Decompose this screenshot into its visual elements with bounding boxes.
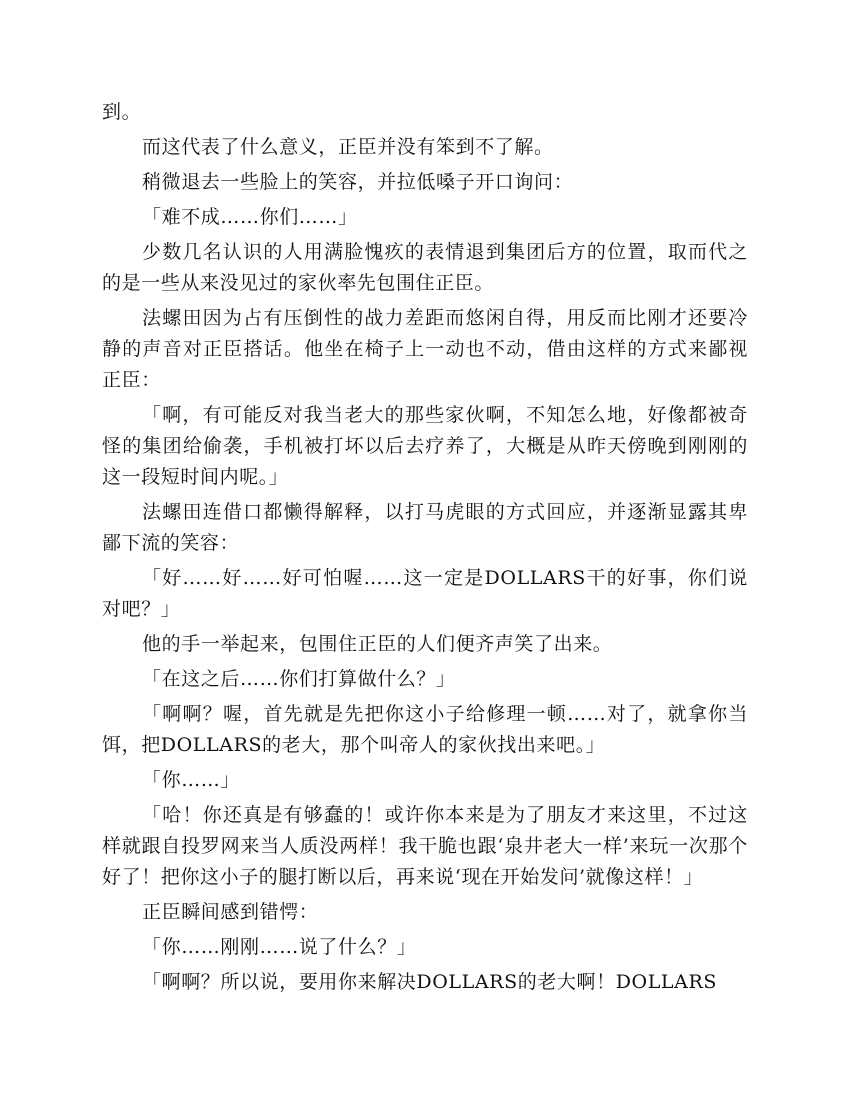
paragraph: 法螺田因为占有压倒性的战力差距而悠闲自得，用反而比刚才还要冷静的声音对正臣搭话。他坐在椅子上一动也不动，借由这样的方式来鄙视正臣： [102, 307, 748, 391]
paragraph: 正臣瞬间感到错愕： [142, 901, 319, 923]
paragraph: 他的手一举起来，包围住正臣的人们便齐声笑了出来。 [142, 633, 613, 655]
paragraph: 而这代表了什么意义，正臣并没有笨到不了解。 [142, 136, 554, 158]
paragraph: 少数几名认识的人用满脸愧疚的表情退到集团后方的位置，取而代之的是一些从来没见过的家伙率先包围住正臣。 [102, 241, 748, 294]
body-text [102, 97, 748, 1002]
paragraph: 稍微退去一些脸上的笑容，并拉低嗓子开口询问： [142, 171, 574, 193]
dialogue-paragraph: 「啊啊？喔，首先就是先把你这小子给修理一顿……对了，就拿你当饵，把DOLLARS的老大，那个叫帝人的家伙找出来吧。」 [102, 703, 748, 756]
dialogue-paragraph: 「哈！你还真是有够蠢的！或许你本来是为了朋友才来这里，不过这样就跟自投罗网来当人质没两样！我干脆也跟‘泉井老大一样’来玩一次那个好了！把你这小子的腿打断以后，再来说‘现在开始发问’就像这样！」 [102, 804, 748, 888]
paragraph: 法螺田连借口都懒得解释，以打马虎眼的方式回应，并逐渐显露其卑鄙下流的笑容： [102, 501, 748, 554]
paragraph: 到。 [102, 101, 142, 123]
dialogue-paragraph: 「在这之后……你们打算做什么？」 [142, 668, 456, 690]
dialogue-paragraph: 「难不成……你们……」 [142, 206, 358, 228]
dialogue-paragraph: 「啊啊？所以说，要用你来解决DOLLARS的老大啊！DOLLARS [142, 971, 717, 993]
dialogue-paragraph: 「你……」 [142, 769, 241, 791]
dialogue-paragraph: 「好……好……好可怕喔……这一定是DOLLARS干的好事，你们说对吧？」 [102, 567, 748, 620]
dialogue-paragraph: 「啊，有可能反对我当老大的那些家伙啊，不知怎么地，好像都被奇怪的集团给偷袭，手机被打坏以后去疗养了，大概是从昨天傍晚到刚刚的这一段短时间内呢。」 [102, 404, 748, 488]
dialogue-paragraph: 「你……刚刚……说了什么？」 [142, 936, 417, 958]
